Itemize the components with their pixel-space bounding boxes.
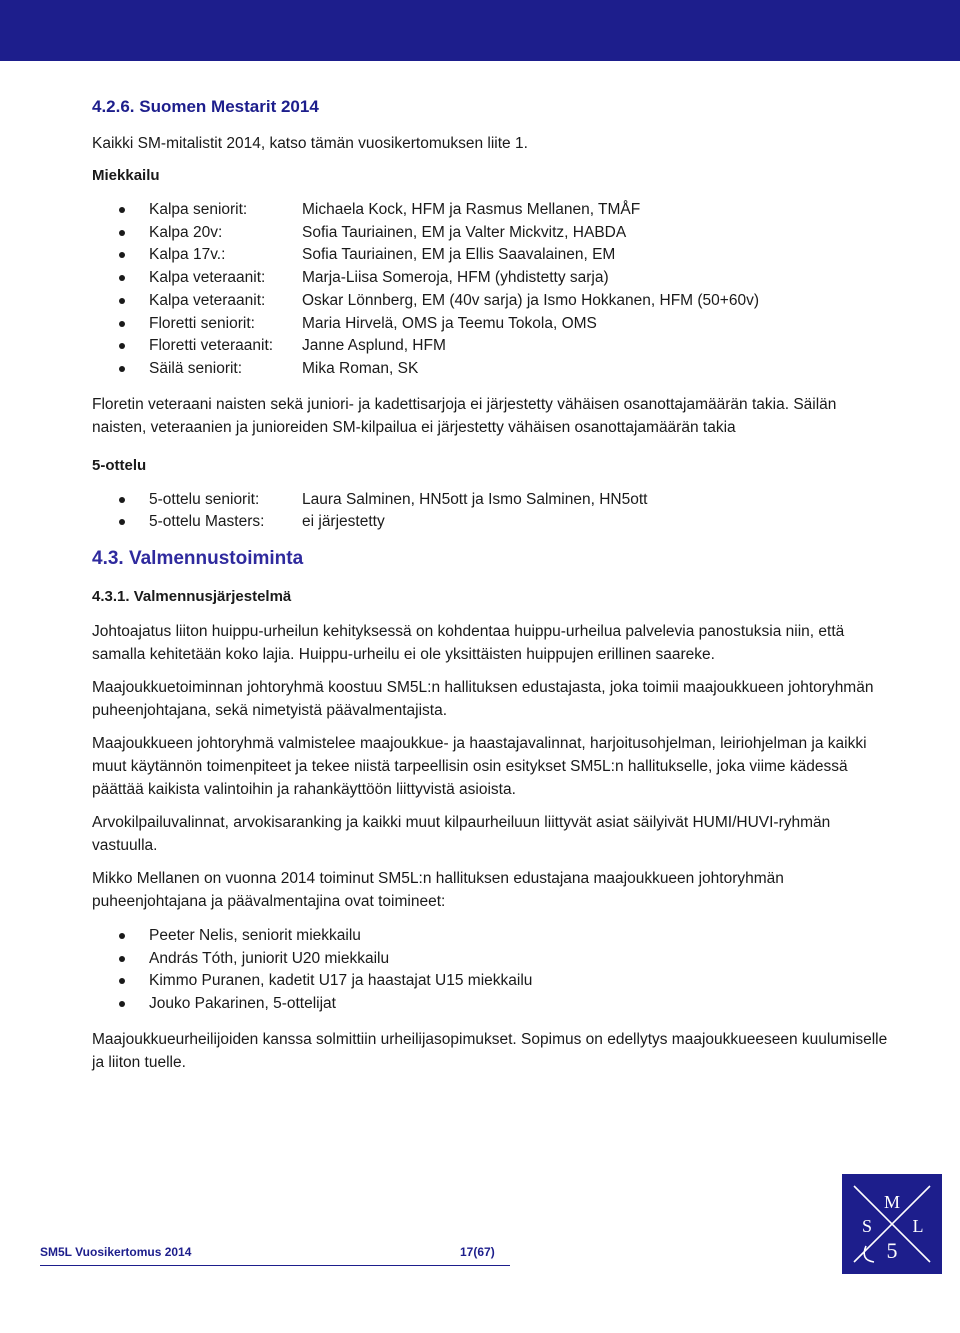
paragraph: Maajoukkueurheilijoiden kanssa solmittiin urheilijasopimukset. Sopimus on edellytys maajoukkueeseen kuulumiselle ja liiton tuelle. <box>92 1030 888 1071</box>
item-value: Michaela Kock, HFM ja Rasmus Mellanen, TMÅF <box>302 201 641 218</box>
item-term: Kalpa veteraanit: <box>149 291 266 309</box>
top-header-bar <box>0 0 960 61</box>
logo-letter-s: S <box>861 1216 873 1236</box>
list-item <box>92 489 892 512</box>
page-footer <box>40 1245 600 1275</box>
item-value: Sofia Tauriainen, EM ja Ellis Saavalainen, EM <box>302 246 616 264</box>
item-term: Kalpa 17v.: <box>149 246 226 264</box>
footer-divider <box>40 1265 510 1266</box>
list-item: Peeter Nelis, seniorit miekkailu <box>92 925 892 948</box>
paragraph: Maajoukkueen johtoryhmä valmistelee maajoukkue- ja haastajavalinnat, harjoitusohjelman, leiriohjelman ja kaikki muut käytännön toimenpiteet ja tekee niistä tarpeellisin osin esitykset SM5L:n hallitukselle, joka viime kädessä päättää kaikista valintoihin ja rahankäyttöön liittyvistä asioista. <box>92 735 867 799</box>
item-value: ei järjestetty <box>302 513 385 531</box>
list-item <box>92 313 892 336</box>
item-value: Oskar Lönnberg, EM (40v sarja) ja Ismo Hokkanen, HFM (50+60v) <box>302 291 760 309</box>
item-term: Floretti veteraanit: <box>149 337 274 355</box>
item-value: Janne Asplund, HFM <box>302 337 446 355</box>
sm5l-logo <box>842 1174 942 1274</box>
section-heading: 4.2.6. Suomen Mestarit 2014 <box>92 97 319 116</box>
list-item: Kimmo Puranen, kadetit U17 ja haastajat U15 miekkailu <box>92 970 892 993</box>
list-item <box>92 358 892 381</box>
item-value: Maria Hirvelä, OMS ja Teemu Tokola, OMS <box>302 314 597 332</box>
coach-list <box>92 925 892 1016</box>
list-item <box>92 199 892 222</box>
paragraph: Mikko Mellanen on vuonna 2014 toiminut SM5L:n hallituksen edustajana maajoukkueen johtoryhmän puheenjohtajana ja päävalmentajina ovat toimineet: <box>92 870 784 911</box>
list-item <box>92 335 892 358</box>
paragraph: Arvokilpailuvalinnat, arvokisaranking ja kaikki muut kilpaurheiluun liittyvät asiat säilyivät HUMI/HUVI-ryhmän vastuulla. <box>92 814 831 855</box>
list-item <box>92 511 892 534</box>
item-term: Kalpa seniorit: <box>149 201 248 218</box>
miekkailu-heading: Miekkailu <box>92 167 160 184</box>
list-item: András Tóth, juniorit U20 miekkailu <box>92 948 892 971</box>
list-item <box>92 244 892 267</box>
page-content <box>92 95 892 1084</box>
page-number: 17(67) <box>460 1245 495 1259</box>
paragraph: Johtoajatus liiton huippu-urheilun kehityksessä on kohdentaa huippu-urheilua palvelevia panostuksia niin, että samalla kehitetään koko lajia. Huippu-urheilu ei ole yksittäisten huippujen erillinen saareke. <box>92 623 845 664</box>
item-term: Säilä seniorit: <box>149 359 243 377</box>
list-item <box>92 222 892 245</box>
footer-title: SM5L Vuosikertomus 2014 <box>40 1245 192 1259</box>
list-item <box>92 267 892 290</box>
ottelu-heading: 5-ottelu <box>92 456 147 474</box>
item-term: Floretti seniorit: <box>149 314 255 332</box>
list-item: Jouko Pakarinen, 5-ottelijat <box>92 993 892 1016</box>
valmennus-heading: 4.3. Valmennustoiminta <box>92 548 304 570</box>
list-item <box>92 290 892 313</box>
item-term: 5-ottelu seniorit: <box>149 490 260 508</box>
paragraph: Maajoukkuetoiminnan johtoryhmä koostuu SM5L:n hallituksen edustajasta, joka toimii maajoukkueen johtoryhmän puheenjohtajana, sekä nimetyistä päävalmentajista. <box>92 679 874 720</box>
item-value: Marja-Liisa Someroja, HFM (yhdistetty sarja) <box>302 269 609 287</box>
item-term: Kalpa 20v: <box>149 223 223 241</box>
miekkailu-list <box>92 199 892 381</box>
intro-text: Kaikki SM-mitalistit 2014, katso tämän vuosikertomuksen liite 1. <box>92 135 528 152</box>
valmennus-subheading: 4.3.1. Valmennusjärjestelmä <box>92 588 292 606</box>
logo-letter-5: 5 <box>886 1238 898 1263</box>
item-term: 5-ottelu Masters: <box>149 513 265 531</box>
item-value: Mika Roman, SK <box>302 359 419 377</box>
item-term: Kalpa veteraanit: <box>149 269 266 287</box>
item-value: Laura Salminen, HN5ott ja Ismo Salminen, HN5ott <box>302 490 648 508</box>
logo-letter-m: M <box>883 1192 901 1212</box>
item-value: Sofia Tauriainen, EM ja Valter Mickvitz, HABDA <box>302 223 627 241</box>
logo-letter-l: L <box>912 1216 924 1236</box>
ottelu-list <box>92 489 892 534</box>
miekkailu-note: Floretin veteraani naisten sekä juniori- ja kadettisarjoja ei järjestetty vähäisen osanottajamäärän takia. Säilän naisten, veteraanien ja junioreiden SM-kilpailua ei järjestetty vähäisen osanottajamäärän takia <box>92 395 837 436</box>
